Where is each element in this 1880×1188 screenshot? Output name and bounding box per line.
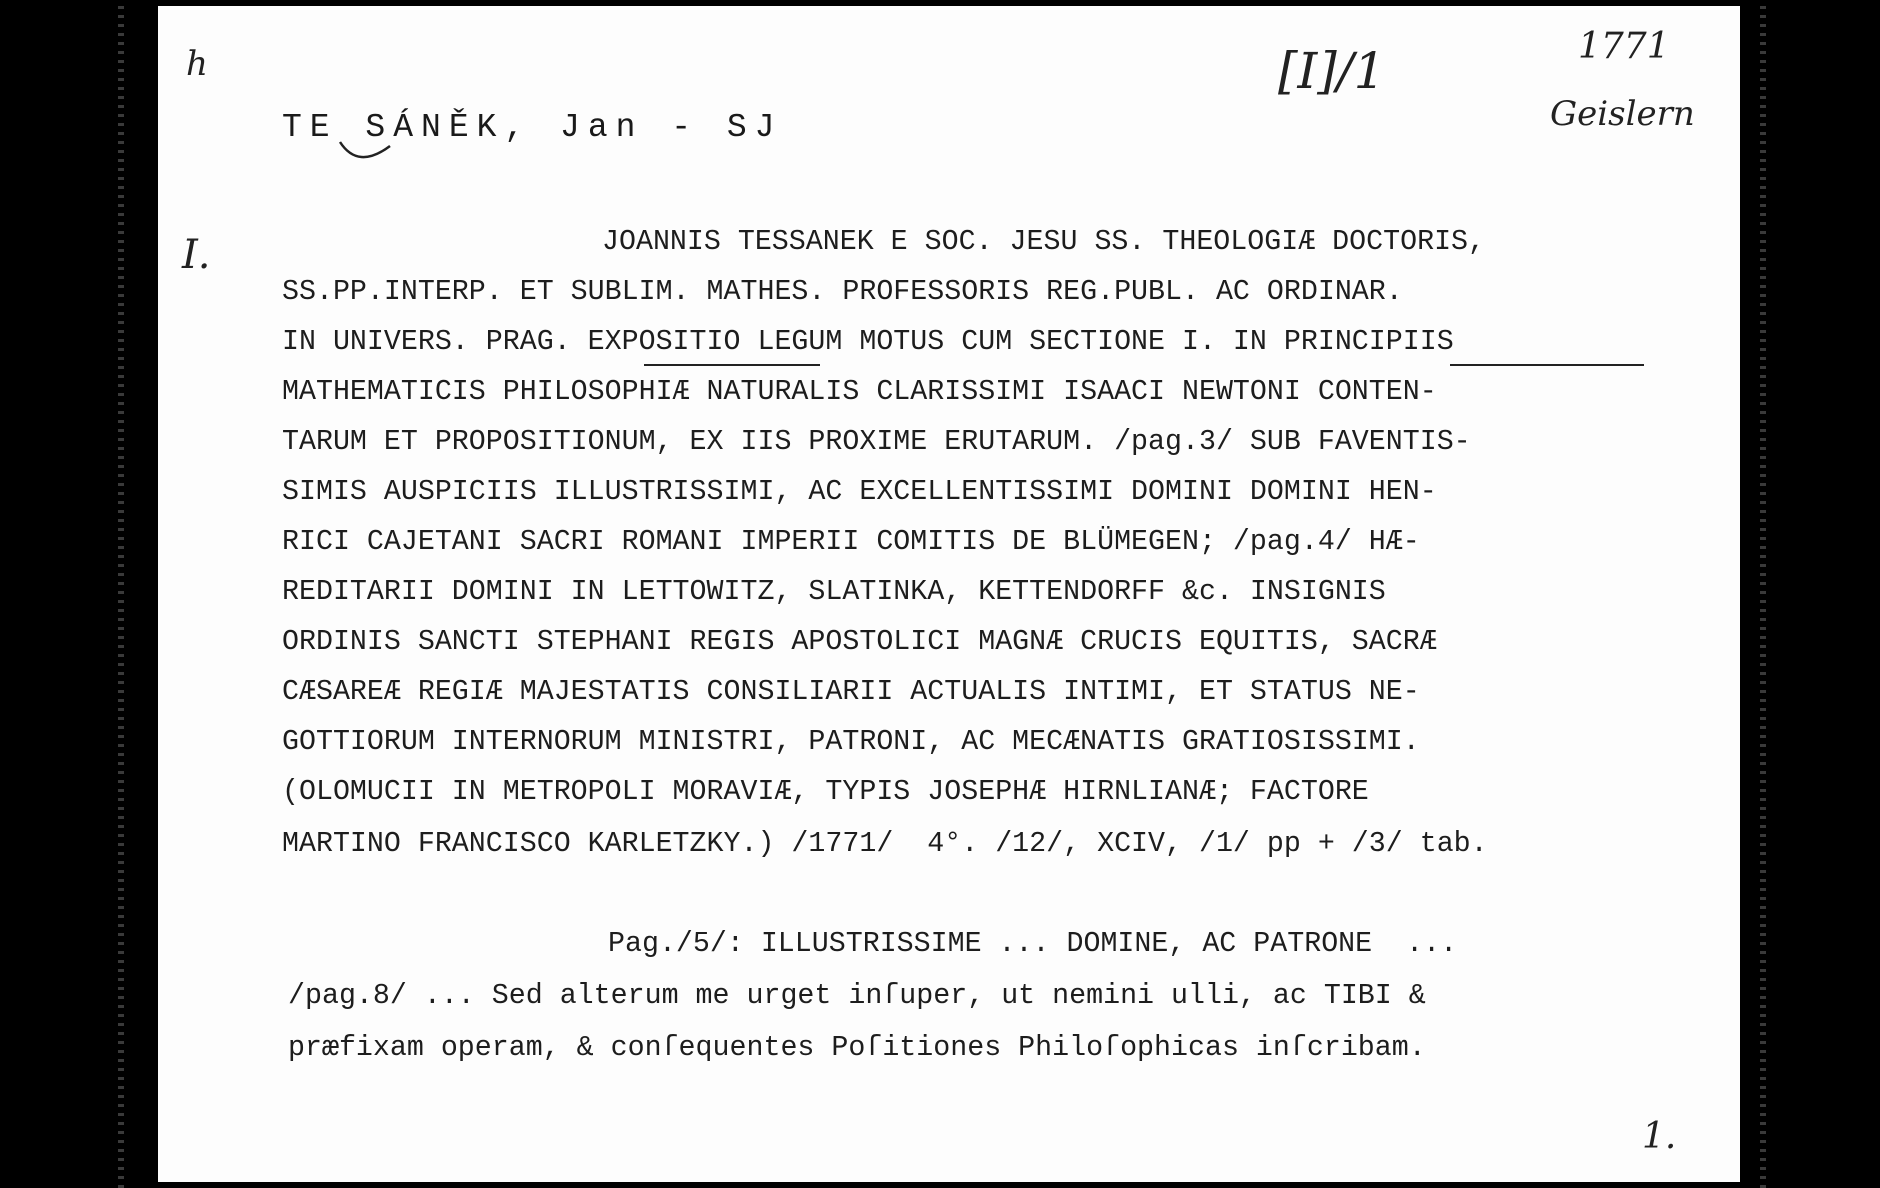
handwritten-box-number: [I]/1: [1278, 42, 1386, 100]
citation-line: MATHEMATICIS PHILOSOPHIÆ NATURALIS CLARISSIMI ISAACI NEWTONI CONTEN-: [282, 376, 1437, 408]
dedication-line: præfixam operam, & conſequentes Poſitiones Philoſophicas inſcribam.: [288, 1032, 1426, 1064]
citation-line: JOANNIS TESSANEK E SOC. JESU SS. THEOLOGIÆ DOCTORIS,: [602, 226, 1486, 258]
citation-line: CÆSAREÆ REGIÆ MAJESTATIS CONSILIARII ACTUALIS INTIMI, ET STATUS NE-: [282, 676, 1420, 708]
citation-line: MARTINO FRANCISCO KARLETZKY.) /1771/ 4°. /12/, XCIV, /1/ pp + /3/ tab.: [282, 828, 1488, 860]
handwritten-year: 1771: [1578, 26, 1670, 67]
film-edge-left: [118, 0, 124, 1188]
film-edge-right: [1760, 0, 1766, 1188]
underline-principiis: [1450, 364, 1644, 366]
citation-line: (OLOMUCII IN METROPOLI MORAVIÆ, TYPIS JOSEPHÆ HIRNLIANÆ; FACTORE: [282, 776, 1369, 808]
citation-line: TARUM ET PROPOSITIONUM, EX IIS PROXIME ERUTARUM. /pag.3/ SUB FAVENTIS-: [282, 426, 1471, 458]
card-header-author: TE SÁNĚK, Jan - SJ: [282, 109, 783, 146]
dedication-line: /pag.8/ ... Sed alterum me urget inſuper, ut nemini ulli, ac TIBI &: [288, 980, 1426, 1012]
citation-line: REDITARII DOMINI IN LETTOWITZ, SLATINKA, KETTENDORFF &c. INSIGNIS: [282, 576, 1386, 608]
dedication-line: Pag./5/: ILLUSTRISSIME ... DOMINE, AC PATRONE ...: [608, 928, 1458, 960]
handwritten-section-marker: I.: [182, 232, 211, 278]
handwritten-mark-top-left: h: [186, 44, 208, 84]
citation-line: IN UNIVERS. PRAG. EXPOSITIO LEGUM MOTUS CUM SECTIONE I. IN PRINCIPIIS: [282, 326, 1454, 358]
citation-line: GOTTIORUM INTERNORUM MINISTRI, PATRONI, AC MECÆNATIS GRATIOSISSIMI.: [282, 726, 1420, 758]
citation-line: RICI CAJETANI SACRI ROMANI IMPERII COMITIS DE BLÜMEGEN; /pag.4/ HÆ-: [282, 526, 1420, 558]
handwritten-place: Geislern: [1550, 94, 1695, 134]
handwritten-page-number: 1.: [1642, 1116, 1677, 1157]
citation-line: SS.PP.INTERP. ET SUBLIM. MATHES. PROFESSORIS REG.PUBL. AC ORDINAR.: [282, 276, 1403, 308]
citation-line: ORDINIS SANCTI STEPHANI REGIS APOSTOLICI MAGNÆ CRUCIS EQUITIS, SACRÆ: [282, 626, 1437, 658]
citation-line: SIMIS AUSPICIIS ILLUSTRISSIMI, AC EXCELLENTISSIMI DOMINI DOMINI HEN-: [282, 476, 1437, 508]
correction-arc-mark: [336, 136, 396, 176]
catalog-card: [158, 6, 1740, 1182]
underline-expositio: [644, 364, 820, 366]
